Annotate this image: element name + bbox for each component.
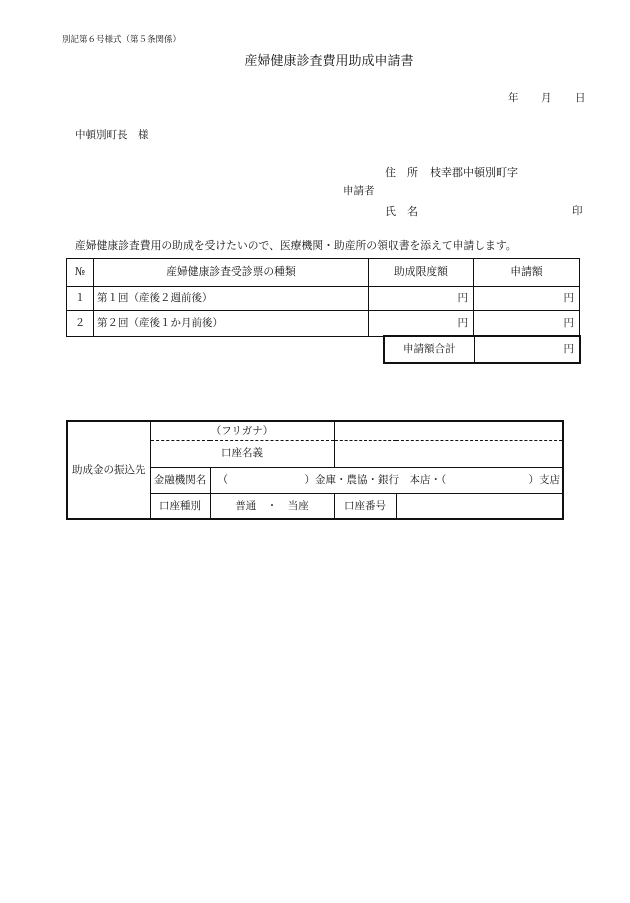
account-type-label: 口座種別 [150, 493, 210, 519]
transfer-destination-label: 助成金の振込先 [67, 421, 150, 519]
seal-mark: 印 [572, 205, 583, 217]
date-month-label: 月 [541, 92, 552, 104]
addressee: 中頓別町長 様 [75, 129, 149, 141]
table-row [67, 287, 580, 311]
row-limit-cell: 円 [369, 287, 474, 311]
row-limit-cell: 円 [369, 311, 474, 337]
account-number-field [396, 493, 563, 519]
table-row [67, 311, 580, 337]
total-amount-box [383, 335, 581, 364]
header-limit: 助成限度額 [369, 259, 474, 287]
institution-label: 金融機関名 [150, 467, 210, 493]
institution-line [211, 468, 563, 493]
row-no: １ [67, 287, 94, 311]
row-amount-cell: 円 [474, 287, 580, 311]
row-no: ２ [67, 311, 94, 337]
total-label: 申請額合計 [384, 336, 474, 363]
furigana-row [67, 421, 563, 440]
account-number-label: 口座番号 [334, 493, 396, 519]
header-exam-type: 産婦健康診査受診票の種類 [94, 259, 369, 287]
institution-open-paren: （ [217, 473, 228, 486]
application-statement: 産婦健康診査費用の助成を受けたいので、医療機関・助産所の領収書を添えて申請します。 [75, 239, 517, 252]
address-value: 枝幸郡中頓別町字 [430, 166, 518, 179]
claim-table [66, 258, 580, 337]
date-day-label: 日 [575, 92, 586, 104]
total-row [384, 336, 580, 363]
row-exam-type: 第２回（産後１か月前後） [94, 311, 369, 337]
row-exam-type: 第１回（産後２週前後） [94, 287, 369, 311]
account-type-options: 普通 ・ 当座 [210, 493, 334, 519]
header-amount: 申請額 [474, 259, 580, 287]
applicant-label: 申請者 [343, 185, 375, 197]
address-label: 住 所 [385, 166, 418, 179]
institution-type-options: ）金庫・農協・銀行 本店・（ [304, 473, 447, 486]
header-no: № [67, 259, 94, 287]
account-holder-field [334, 440, 563, 467]
furigana-field [334, 421, 563, 440]
furigana-label: （フリガナ） [150, 421, 334, 440]
date-year-label: 年 [508, 92, 519, 104]
branch-suffix: ）支店 [528, 473, 560, 486]
name-label: 氏 名 [385, 205, 418, 218]
form-number: 別記第６号様式（第５条関係） [62, 35, 182, 45]
total-amount-cell: 円 [474, 336, 580, 363]
account-holder-label: 口座名義 [150, 440, 334, 467]
row-amount-cell: 円 [474, 311, 580, 337]
form-title: 産婦健康診査費用助成申請書 [244, 54, 414, 69]
claim-table-header-row [67, 259, 580, 287]
institution-field [210, 467, 563, 493]
bank-transfer-table [66, 420, 564, 520]
